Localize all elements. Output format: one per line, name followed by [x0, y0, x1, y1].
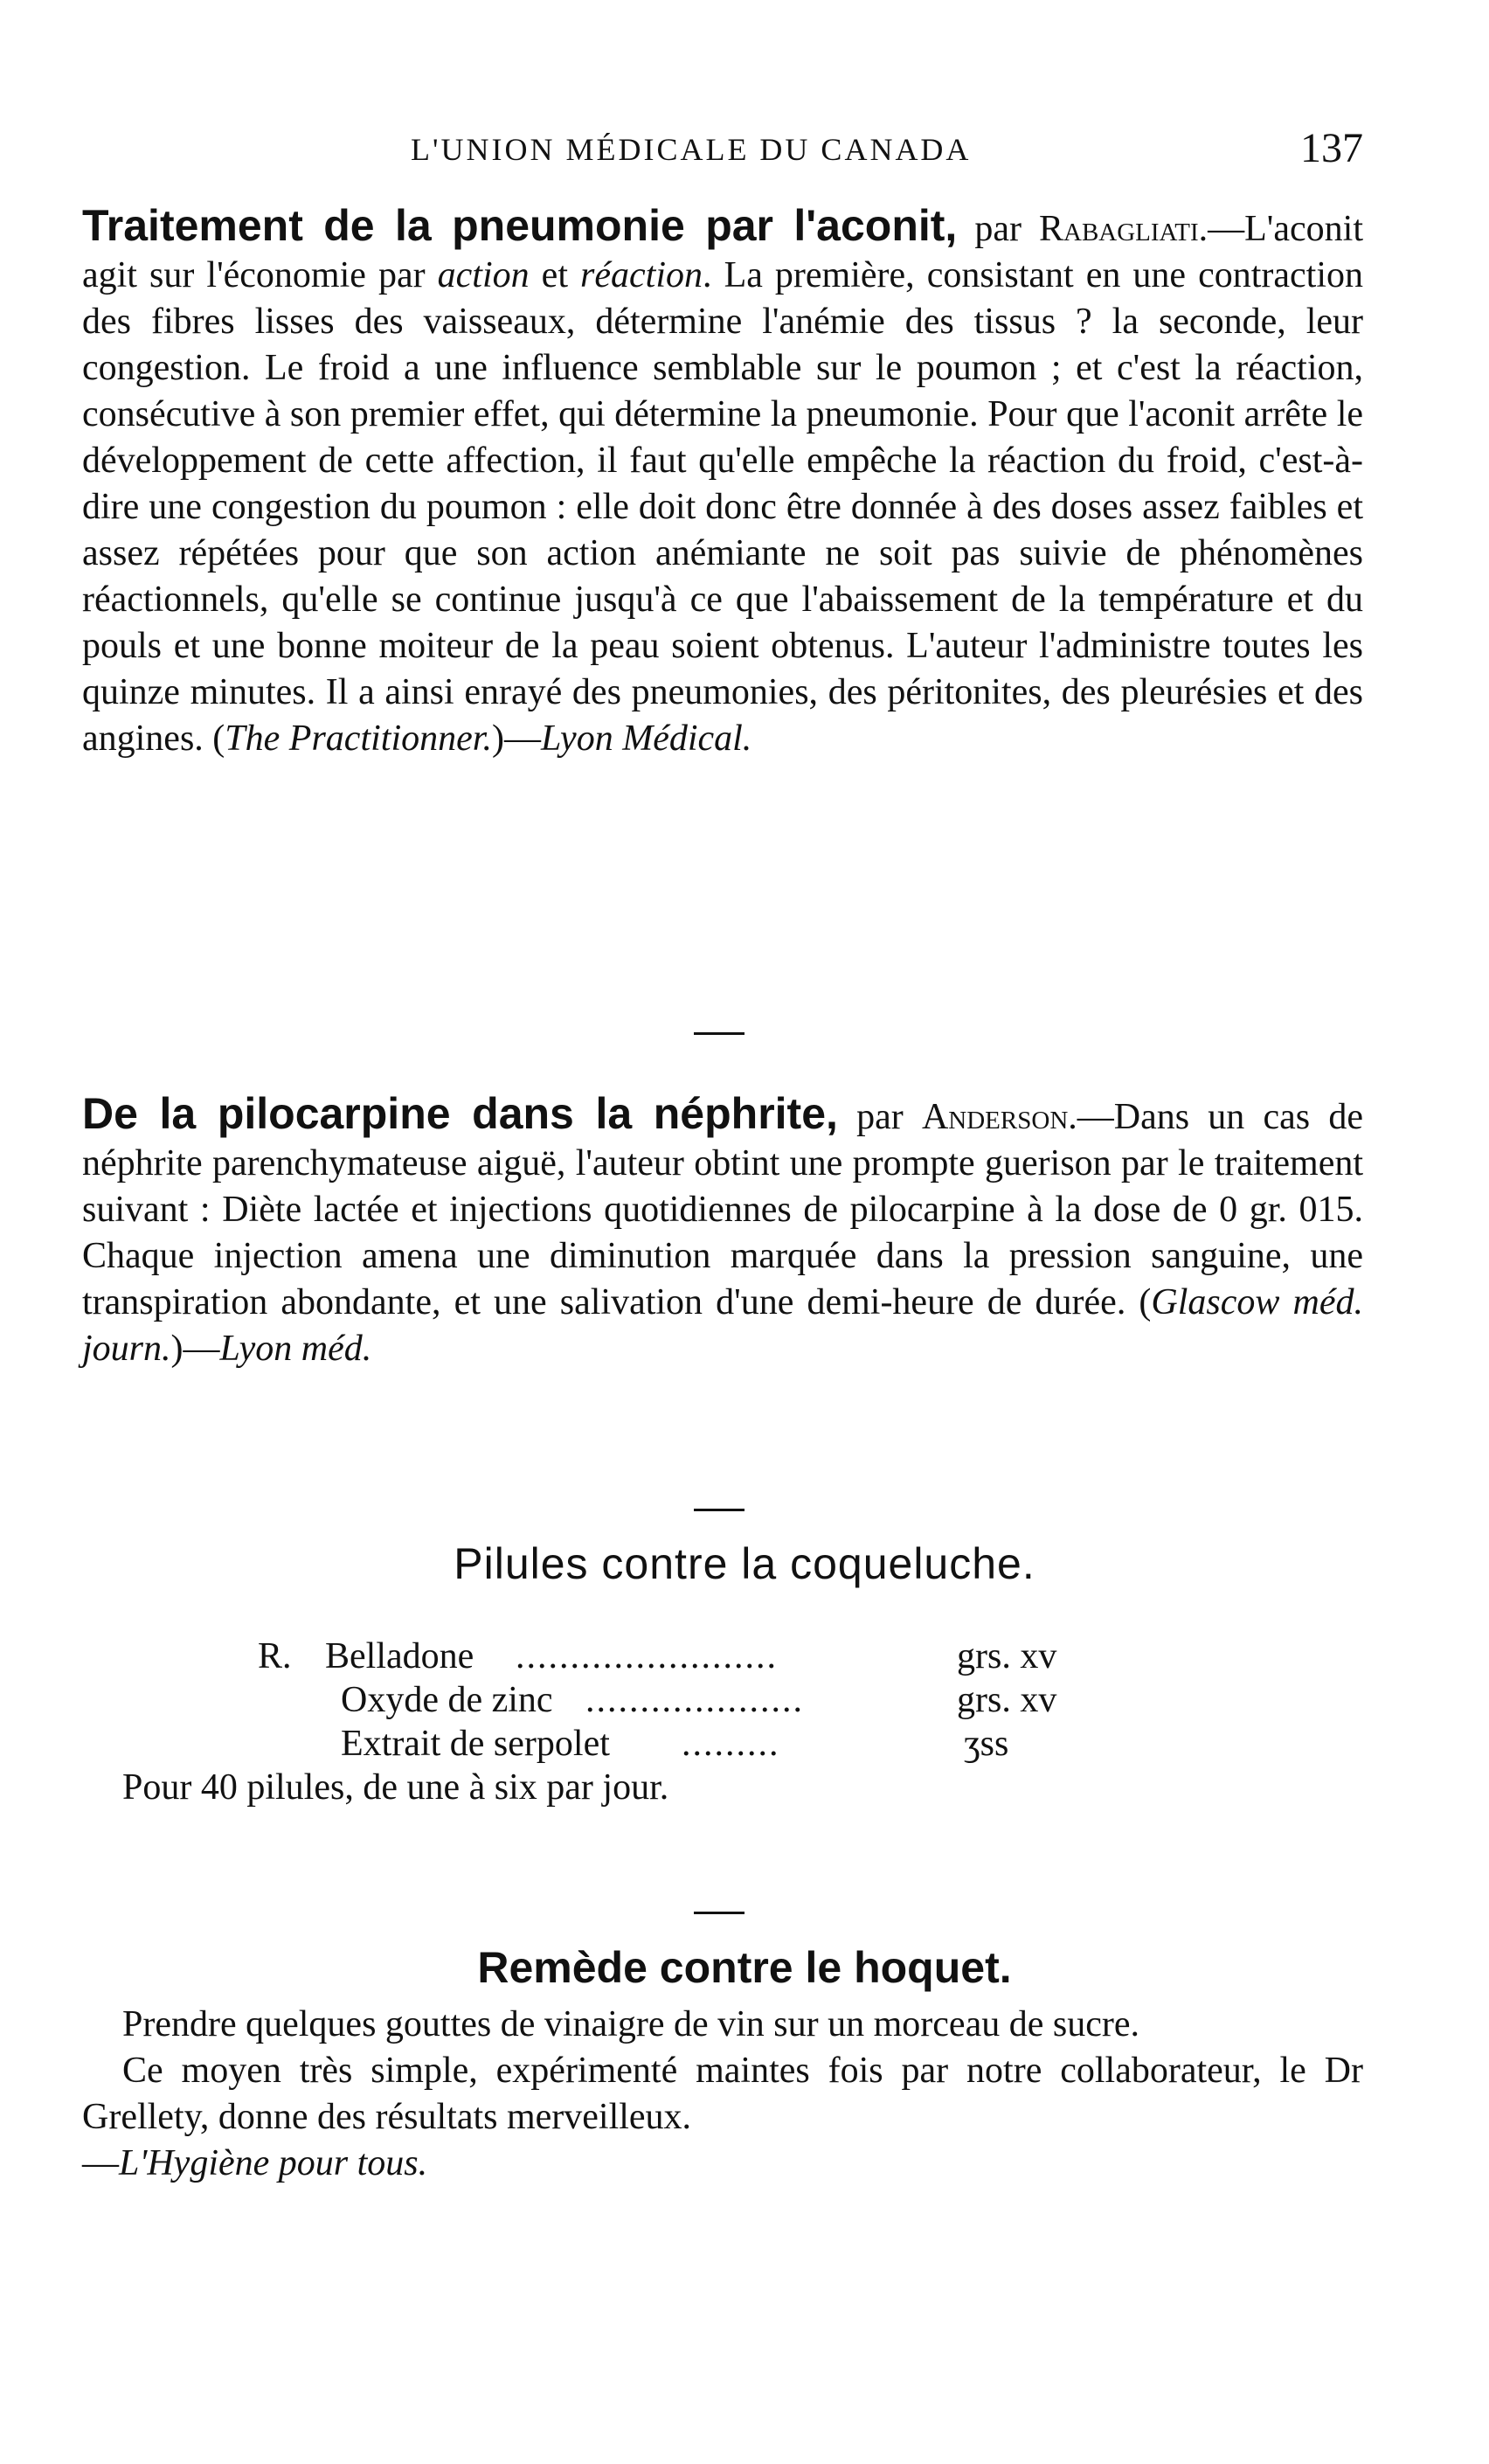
- ingredient-name: Extrait de serpolet: [341, 1724, 610, 1764]
- leader-dots: ........................: [516, 1636, 778, 1676]
- article-pilocarpine: [82, 1091, 1363, 1372]
- article-aconit: [82, 203, 1363, 762]
- running-title: L'UNION MÉDICALE DU CANADA: [411, 132, 972, 167]
- article-aconit-journal: Lyon Médical.: [540, 718, 752, 759]
- article-aconit-text-1: .—L'aconit agit sur l'économie par: [82, 209, 1363, 295]
- article-aconit-text-3: . La première, consistant en une contraction des fibres lisses des vaisseaux, détermine l'anémie des tissus ? la seconde, leur congestion. Le froid a une influence semblable sur le poumon ; et c'est la réaction, consécutive à son premier effet, qui détermine la pneumonie. Pour que l'aconit arrête le développement de cette affection, il faut qu'elle empêche la réaction du froid, c'est-à-dire une congestion du poumon : elle doit donc être donnée à des doses assez faibles et assez répétées pour que son action anémiante ne soit pas suivie de phénomènes réactionnels, qu'elle se continue jusqu'à ce que l'abaissement de la température et du pouls et une bonne moiteur de la peau soient obtenus. L'auteur l'administre toutes les quinze minutes. Il a ainsi enrayé des pneumonies, des péritonites, des pleurésies et des angines. (: [82, 255, 1364, 759]
- article-pilocarpine-source: Glascow méd. journ.: [82, 1282, 1363, 1369]
- recipe-ingredient-row: [122, 1635, 1171, 1678]
- article-aconit-headline: Traitement de la pneumonie par l'aconit,: [82, 201, 958, 250]
- article-pilocarpine-journal: Lyon méd.: [219, 1329, 372, 1369]
- article-pilocarpine-source-close: )—: [170, 1329, 220, 1369]
- recipe-instructions: Pour 40 pilules, de une à six par jour.: [122, 1767, 669, 1808]
- article-hoquet-para-1: Prendre quelques gouttes de vinaigre de vin sur un morceau de sucre.: [122, 2004, 1139, 2044]
- ingredient-name: Oxyde de zinc: [341, 1680, 553, 1720]
- article-aconit-source-close: )—: [491, 718, 541, 759]
- article-pilocarpine-text: .—Dans un cas de néphrite parenchymateuse aiguë, l'auteur obtint une prompte guerison par le traitement suivant : Diète lactée et injections quotidiennes de pilocarpine à la dose de 0 gr. 015. Chaque injection amena une diminution marquée dans la pression sanguine, une transpiration abondante, et une salivation d'une demi-heure de durée. (: [82, 1097, 1363, 1322]
- leader-dots: ....................: [585, 1680, 804, 1720]
- recipe-ingredient-row: [122, 1722, 1171, 1766]
- ingredient-quantity: grs. xv: [957, 1680, 1057, 1720]
- article-hoquet-source-dash: —: [82, 2143, 119, 2183]
- recipe-prefix: R.: [258, 1636, 292, 1676]
- recipe-title: Pilules contre la coqueluche.: [454, 1539, 1035, 1588]
- article-aconit-source: The Practitionner.: [225, 718, 492, 759]
- article-hoquet-source-line: [82, 2141, 1363, 2187]
- article-hoquet-para-2: Ce moyen très simple, expérimenté maintes fois par notre collaborateur, le Dr Grellety, donne des résultats merveilleux.: [82, 2051, 1363, 2137]
- ingredient-quantity: grs. xv: [957, 1636, 1057, 1676]
- recipe-instructions-row: [122, 1766, 1171, 1809]
- article-aconit-author: Rabagliati: [1038, 209, 1199, 249]
- recipe-ingredient-row: [122, 1678, 1171, 1722]
- article-aconit-body: [82, 203, 1363, 762]
- article-pilocarpine-body: [82, 1091, 1363, 1372]
- section-divider: [694, 1912, 744, 1914]
- remedy-title: Remède contre le hoquet.: [477, 1943, 1012, 1992]
- article-aconit-em-reaction: réaction: [580, 255, 703, 295]
- article-aconit-author-prefix: par: [957, 209, 1039, 249]
- article-hoquet-source: L'Hygiène pour tous.: [119, 2143, 428, 2183]
- ingredient-quantity: ʒss: [964, 1724, 1009, 1764]
- running-head: [79, 125, 1363, 184]
- leader-dots: .........: [682, 1724, 780, 1764]
- ingredient-name: Belladone: [325, 1636, 474, 1676]
- section-divider: [694, 1032, 744, 1035]
- section-divider: [694, 1509, 744, 1511]
- page-number: 137: [1300, 125, 1363, 171]
- article-pilocarpine-author: Anderson: [921, 1097, 1069, 1137]
- article-pilocarpine-headline: De la pilocarpine dans la néphrite,: [82, 1089, 838, 1138]
- article-aconit-em-action: action: [437, 255, 530, 295]
- recipe-list: [122, 1635, 1171, 1809]
- article-aconit-text-2: et: [529, 255, 581, 295]
- article-hoquet: [82, 2002, 1363, 2187]
- article-pilocarpine-author-prefix: par: [837, 1097, 922, 1137]
